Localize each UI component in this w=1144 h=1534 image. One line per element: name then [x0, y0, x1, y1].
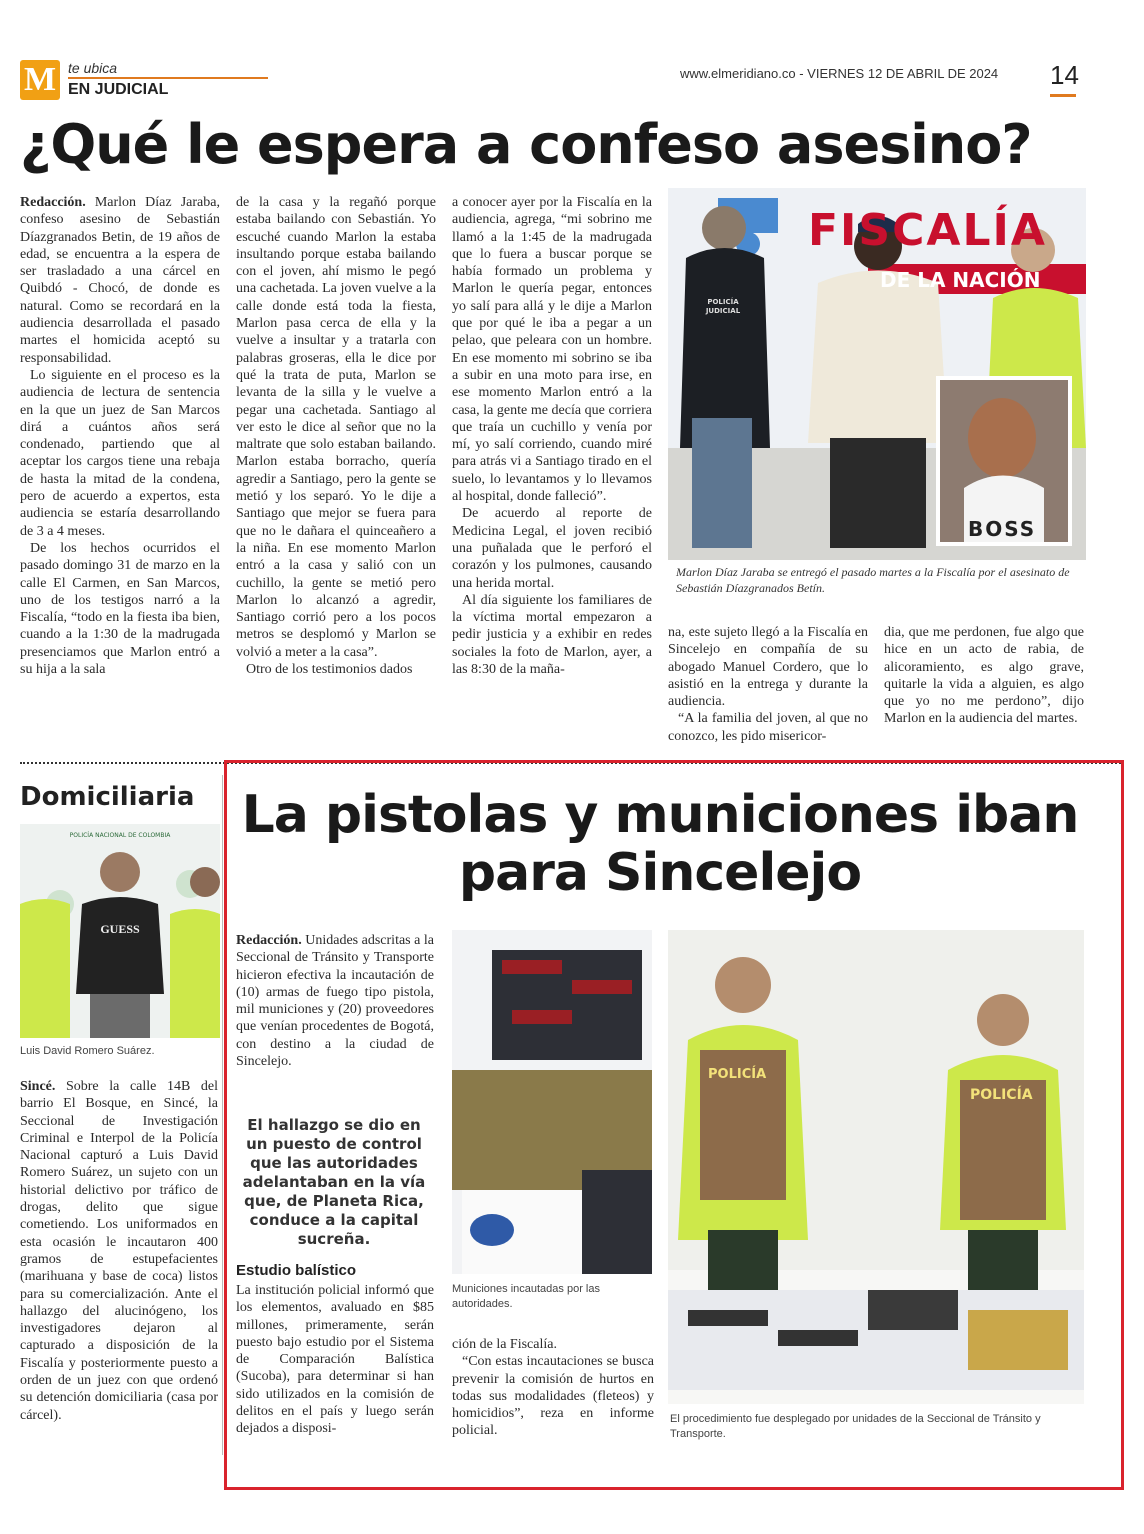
paragraph-lead: Redacción. — [236, 933, 302, 948]
article2-headline: La pistolas y municiones iban para Sincelejo — [241, 785, 1079, 903]
paragraph-text: ción de la Fiscalía. — [452, 1337, 557, 1352]
pull-quote: El hallazgo se dio en un puesto de control que las autoridades adelantaban en la vía que, de Planeta Rica, conduce a la capital sucreña. — [242, 1116, 426, 1248]
paragraph — [236, 1282, 434, 1438]
page-number-rule — [1050, 94, 1076, 97]
paragraph — [452, 592, 652, 678]
section-label: EN JUDICIAL — [68, 81, 169, 98]
article-headline: ¿Qué le espera a confeso asesino? — [20, 113, 1032, 176]
paragraph-text: dia, que me perdonen, fue algo que hice en un acto de rabia, de alicoramiento, es algo grave, quitarle la vida a alguien, es algo que yo no me perdono”, dijo Marlon en la audiencia del martes. — [884, 625, 1084, 727]
article-column-3 — [452, 194, 652, 678]
photo-banner: POLICÍA NACIONAL DE COLOMBIA — [69, 832, 171, 839]
paragraph-text: “A la familia del joven, al que no conozco, les pido misericor- — [668, 711, 868, 744]
paragraph — [452, 194, 652, 505]
vest-text: POLICÍA JUDICIAL — [705, 298, 741, 315]
paragraph — [884, 624, 1084, 728]
paragraph-text: Sobre la calle 14B del barrio El Bosque, en Sincé, la Seccional de Investigación Criminal e Interpol de la Policía Nacional capturó a Luis David Romero Suárez, un sujeto con un historial delictivo por tráfico de drogas, delito que sigue cometiendo. Los uniformados en esta ocasión le incautaron 400 gramos de estupefacientes (marihuana y base de coca) listos para su comercialización. Ante el hallazgo del alucinógeno, los investigadores dejaron al capturado a disposición de la Fiscalía y posteriormente puesto a orden de un juez con que ordenó su detención domiciliaria (casa por cárcel). — [20, 1079, 218, 1423]
officers-caption: El procedimiento fue desplegado por unidades de la Seccional de Tránsito y Transporte. — [670, 1413, 1041, 1440]
ammunition-photo — [452, 930, 652, 1274]
sidebar-photo-caption: Luis David Romero Suárez. — [20, 1045, 155, 1057]
officers-photo — [668, 930, 1084, 1404]
article-column-2 — [236, 194, 436, 678]
paragraph — [452, 505, 652, 591]
paragraph — [20, 367, 220, 540]
paragraph — [20, 1078, 218, 1424]
paragraph-lead: Sincé. — [20, 1079, 56, 1094]
paragraph-text: De los hechos ocurridos el pasado domingo 31 de marzo en la calle El Carmen, en San Marcos, uno de los testigos narró a la Fiscalía, “todo en la fiesta iba bien, cuando a la 1:30 de la madrugada presenciamos que Marlon entró a su hija a la sala — [20, 540, 220, 678]
article2-column-1 — [236, 932, 434, 1070]
sidebar-title: Domiciliaria — [20, 782, 195, 812]
paragraph-text: na, este sujeto llegó a la Fiscalía en Sincelejo en compañía de su abogado Manuel Cordero, que lo asistió en la entrega y durante la audiencia. — [668, 625, 868, 710]
fiscalia-sign-sub: DE LA NACIÓN — [880, 268, 1041, 292]
logo-tagline: te ubica — [68, 60, 118, 76]
paragraph — [20, 540, 220, 678]
dateline: www.elmeridiano.co - VIERNES 12 DE ABRIL DE 2024 — [680, 66, 999, 81]
arrest-photo — [20, 824, 220, 1038]
sidebar-body — [20, 1078, 218, 1424]
paragraph-text: Lo siguiente en el proceso es la audiencia de lectura de sentencia en la que un juez de San Marcos dirá a cuántos años será condenado, partiendo que al aceptar los cargos tiene una rebaja de hasta la mitad de la condena, pero de acuerdo a expertos, esta audiencia se estaría desarrollando de 3 a 4 meses. — [20, 367, 220, 539]
paragraph-lead: Redacción. — [20, 195, 86, 210]
paragraph — [452, 1336, 654, 1353]
officer-vest-left: POLICÍA — [708, 1067, 767, 1082]
article-column-1 — [20, 194, 220, 678]
ammo-caption: Municiones incautadas por las autoridades. — [452, 1283, 600, 1310]
paragraph — [668, 624, 868, 710]
fiscalia-sign: FISCALÍA — [808, 205, 1047, 256]
newspaper-logo: M — [20, 60, 60, 100]
paragraph-text: a conocer ayer por la Fiscalía en la audiencia, agrega, “mi sobrino me llamó a la 1:45 de la madrugada que lo fuera a buscar porque se había formado un problema y Marlon le quería pegar, entonces yo salí para allá y le dije a Marlon que por qué le iba a pegar a un pelao, que peleara con un hombre. En ese momento mi sobrino se iba a subir en una moto para irse, en ese momento Marlon entró a la casa, la gente me decía que corriera que traía un cuchillo y venía por mí, yo salí corriendo, cuando miré para atrás vi a Santiago tirado en el suelo, lo levantamos y lo llevamos al hospital, donde falleció”. — [452, 195, 652, 505]
article2-column-2 — [452, 1336, 654, 1440]
article-column-5 — [884, 624, 1084, 728]
photo-caption: Marlon Díaz Jaraba se entregó el pasado martes a la Fiscalía por el asesinato de Sebastián Díazgranados Betín. — [676, 565, 1070, 595]
paragraph — [236, 932, 434, 1070]
paragraph — [452, 1353, 654, 1439]
paragraph — [236, 661, 436, 678]
paragraph-text: de la casa y la regañó porque estaba bailando con Sebastián. Yo escuché cuando Marlon la estaba insultando porque estaba bailando con el joven, ahí mismo le pegó una cachetada. La joven vuelve a la calle donde está toda la fiesta, Marlon pasa cerca de ella y la vuelve a insultar y a tratarla con palabras groseras, ella le dice por qué la trata de puta, Marlon se levanta de la silla y le vuelve a pegar una cachetada. Santiago al ver esto le dice al señor que no la maltrate que solo estaban bailando. Marlon estaba borracho, quería agredir a Santiago, pero la gente se metió y los separó. Yo le dije a Santiago que mejor se fuera para que no le dañara el quinceañero a la niña. En ese momento Marlon entró a la casa y salió con un cuchillo, la gente se metió pero Marlon lo alcanzó a agredir, Santiago corrió pero a los pocos metros se desplomó y Marlon se volvió a meter a la casa”. — [236, 195, 436, 660]
paragraph-text: La institución policial informó que los elementos, avaluado en $85 millones, primeramente, serán puesto bajo estudio por el Sistema de Comparación Balística (Sucoba), para determinar si han sido utilizados en la comisión de delitos en el país y luego serán dejados a disposi- — [236, 1283, 434, 1437]
article-column-4 — [668, 624, 868, 745]
paragraph — [20, 194, 220, 367]
officer-vest-right: POLICÍA — [970, 1087, 1033, 1103]
section-rule — [68, 77, 268, 79]
article2-subhead: Estudio balístico — [236, 1262, 357, 1279]
paragraph-text: Otro de los testimonios dados — [246, 662, 413, 678]
photo-shirt-text: GUESS — [100, 922, 140, 936]
inset-shirt-text: BOSS — [968, 517, 1037, 541]
page-number: 14 — [1050, 60, 1079, 90]
paragraph — [236, 194, 436, 661]
paragraph-text: Marlon Díaz Jaraba, confeso asesino de Sebastián Díazgranados Betin, de 19 años de edad, se encuentra a la espera de ser trasladado a una cárcel en Quibdó - Chocó, de donde es natural. Como se recordará en la audiencia desarrollada el pasado martes el homicida aceptó su responsabilidad. — [20, 195, 220, 366]
fiscalia-photo — [668, 188, 1086, 560]
paragraph-text: “Con estas incautaciones se busca prevenir la comisión de hurtos en todas sus modalidades (fleteos) y homicidios”, reza en informe policial. — [452, 1354, 654, 1439]
column-rule — [222, 775, 223, 1455]
paragraph-text: Unidades adscritas a la Seccional de Tránsito y Transporte hicieron efectiva la incautación de (10) armas de fuego tipo pistola, mil municiones y (20) proveedores que venían procedentes de Bogotá, con destino a la ciudad de Sincelejo. — [236, 933, 434, 1070]
article2-column-1b — [236, 1282, 434, 1438]
paragraph — [668, 710, 868, 745]
paragraph-text: Al día siguiente los familiares de la víctima mortal empezaron a pedir justicia y a exhibir en redes sociales la foto de Marlon, ayer, a las 8:30 de la maña- — [452, 592, 652, 678]
paragraph-text: De acuerdo al reporte de Medicina Legal, el joven recibió una puñalada que le perforó el corazón y los pulmones, causando una herida mortal. — [452, 506, 652, 591]
